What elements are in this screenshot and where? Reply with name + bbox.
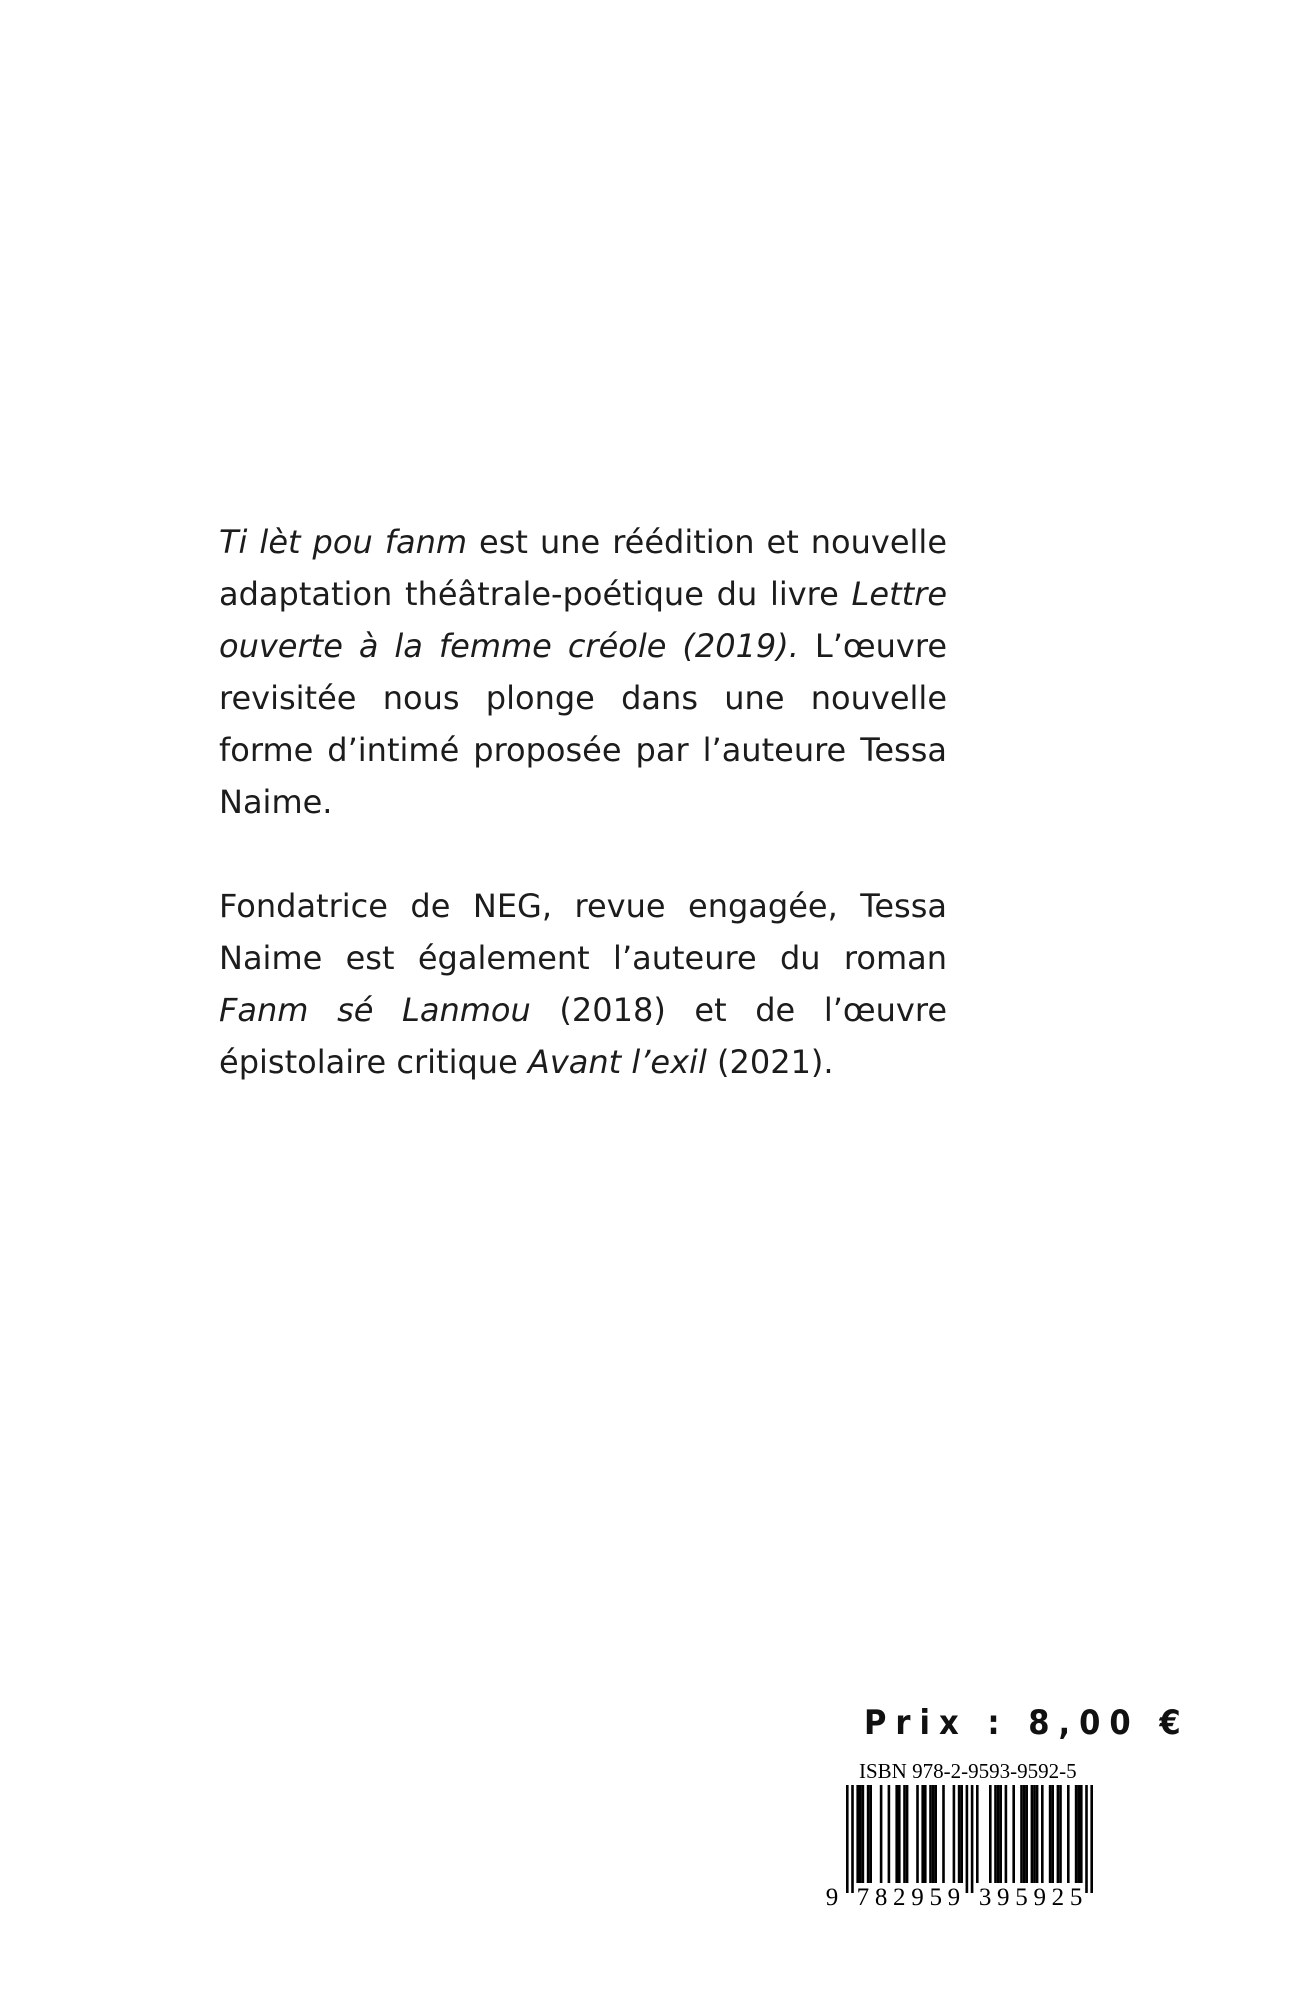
- barcode-bar: [1033, 1785, 1036, 1883]
- barcode-digit: 5: [1015, 1884, 1028, 1909]
- barcode-digit: 5: [929, 1884, 942, 1909]
- barcode-bar: [1023, 1785, 1026, 1883]
- barcode-bar: [1005, 1785, 1008, 1883]
- barcode-bar: [1020, 1785, 1023, 1883]
- barcode-bar: [1059, 1785, 1062, 1883]
- barcode-bar: [960, 1785, 963, 1883]
- barcode-bar: [1012, 1785, 1015, 1883]
- barcode-bar: [1031, 1785, 1034, 1883]
- barcode-digit: 9: [1033, 1884, 1046, 1909]
- blurb-text: (2018) et de l’œuvre épistolaire critique: [219, 991, 948, 1081]
- barcode-bar: [997, 1785, 1000, 1883]
- barcode-bar: [1080, 1785, 1083, 1883]
- barcode-bar: [994, 1785, 997, 1883]
- barcode-bar: [1051, 1785, 1054, 1883]
- barcode-bar: [895, 1785, 898, 1883]
- barcode-guard-bar: [846, 1785, 849, 1893]
- barcode-bar: [906, 1785, 909, 1883]
- barcode-digit: 9: [825, 1884, 839, 1909]
- barcode-digit: 3: [978, 1884, 992, 1909]
- barcode-bar: [859, 1785, 862, 1883]
- barcode-bar: [1077, 1785, 1080, 1883]
- blurb-text: est une réédition et nouvelle adaptation théâtrale-poétique du livre: [219, 523, 948, 613]
- barcode-bar: [867, 1785, 870, 1883]
- barcode-bar: [942, 1785, 945, 1883]
- barcode-bar: [888, 1785, 891, 1883]
- blurb-text: L’œuvre revisitée nous plonge dans une nouvelle forme d’intimé proposée par l’auteure Tessa Naime.: [219, 627, 948, 821]
- barcode-bar: [929, 1785, 932, 1883]
- back-cover-blurb: [219, 516, 947, 1088]
- isbn-label: ISBN 978-2-9593-9592-5: [859, 1759, 1077, 1783]
- barcode-bar: [1075, 1785, 1078, 1883]
- book-title-fanm-se-lanmou: Fanm sé Lanmou: [219, 991, 531, 1029]
- blurb-text: Fondatrice de NEG, revue engagée, Tessa Naime est également l’auteure du roman: [219, 887, 947, 977]
- barcode-bar: [924, 1785, 927, 1883]
- barcode-bar: [1067, 1785, 1070, 1883]
- barcode-guard-bar: [1090, 1785, 1093, 1893]
- barcode-digit: 2: [1051, 1884, 1065, 1909]
- barcode-guard-bar: [966, 1785, 969, 1893]
- barcode-digit: 2: [893, 1884, 906, 1909]
- barcode-digit: 8: [874, 1884, 888, 1909]
- book-title-ti-let-pou-fanm: Ti lèt pou fanm: [219, 523, 468, 561]
- book-title-avant-lexil: Avant l’exil: [527, 1043, 707, 1081]
- barcode-bar: [1057, 1785, 1060, 1883]
- barcode-bar: [932, 1785, 935, 1883]
- barcode-bar: [989, 1785, 992, 1883]
- barcode-bar: [1049, 1785, 1052, 1883]
- barcode-guard-bar: [971, 1785, 974, 1893]
- barcode-bar: [934, 1785, 937, 1883]
- barcode-digit: 7: [856, 1884, 870, 1909]
- barcode-bar: [921, 1785, 924, 1883]
- barcode-digit: 9: [947, 1884, 961, 1909]
- barcode-bar: [880, 1785, 883, 1883]
- book-title-lettre-ouverte: Lettre ouverte à la femme créole (2019).: [219, 575, 947, 665]
- price-label: Prix : 8,00 €: [864, 1703, 1190, 1743]
- barcode-bar: [958, 1785, 961, 1883]
- barcode-guard-bar: [851, 1785, 854, 1893]
- barcode-bar: [976, 1785, 979, 1883]
- barcode-digit: 5: [1069, 1884, 1083, 1909]
- barcode-digit: 9: [911, 1884, 924, 1909]
- barcode-bar: [916, 1785, 919, 1883]
- barcode-bar: [903, 1785, 906, 1883]
- barcode-bar: [1036, 1785, 1039, 1883]
- barcode-bar: [898, 1785, 901, 1883]
- barcode-bar: [1025, 1785, 1028, 1883]
- barcode-bar: [856, 1785, 859, 1883]
- barcode-guard-bar: [1085, 1785, 1088, 1893]
- barcode-bars: [822, 1785, 1112, 1909]
- barcode-bar: [1041, 1785, 1044, 1883]
- barcode-bar: [862, 1785, 865, 1883]
- barcode-bar: [999, 1785, 1002, 1883]
- blurb-paragraph-2: [219, 880, 947, 1088]
- barcode-digit: 9: [997, 1884, 1010, 1909]
- barcode-bar: [953, 1785, 956, 1883]
- barcode-bar: [869, 1785, 872, 1883]
- blurb-paragraph-1: [219, 516, 947, 828]
- blurb-text: (2021).: [706, 1043, 834, 1081]
- isbn-barcode: [822, 1759, 1112, 1909]
